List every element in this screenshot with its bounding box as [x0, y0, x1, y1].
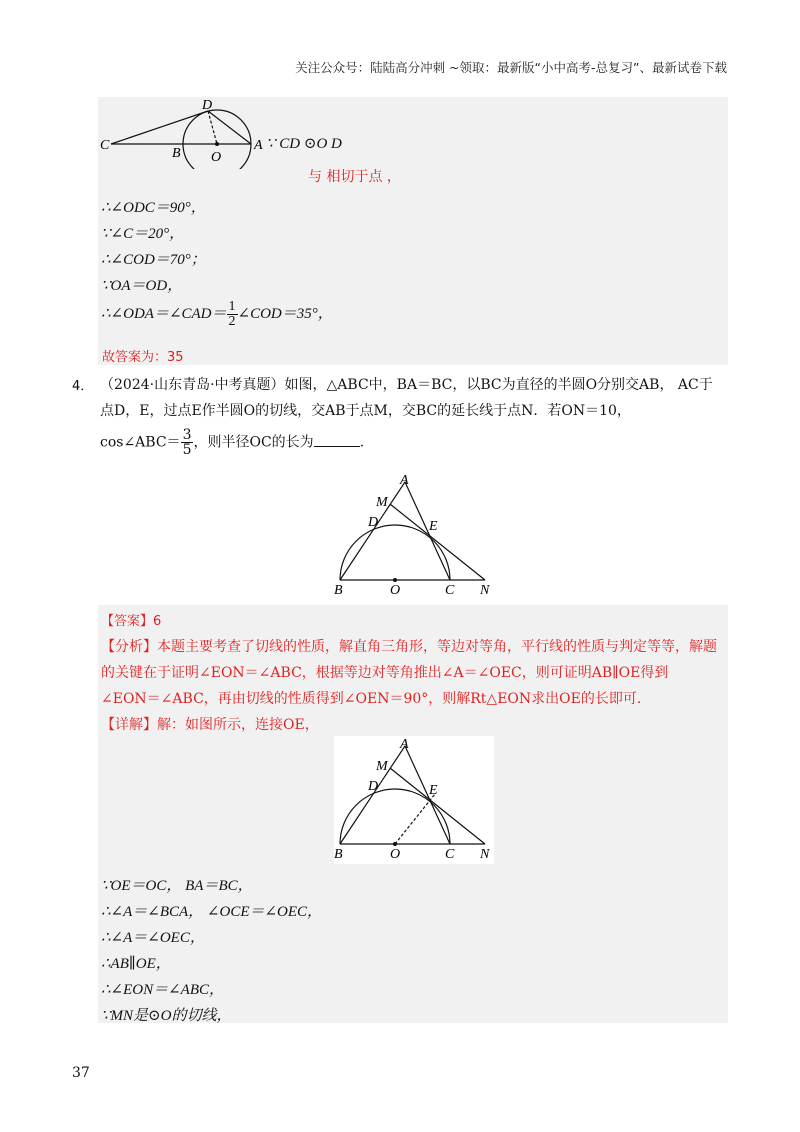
fig3-label-C: C — [445, 847, 455, 862]
question-number: 4． — [72, 379, 94, 394]
fig3-label-E: E — [429, 783, 438, 798]
step-5: ∴∠EON＝∠ABC， — [101, 982, 225, 998]
figure-circle-tangent — [98, 97, 298, 169]
analysis-line-1: 【分析】本题主要考查了切线的性质，解直角三角形，等边对等角，平行线的性质与判定等等，解题 — [101, 639, 717, 655]
fig1-caption: ∵ CD ⊙O D — [266, 136, 342, 152]
prev-line-3: ∴∠COD＝70°； — [101, 252, 206, 268]
fig3-label-M: M — [376, 759, 388, 774]
question-line-3: cos∠ABC＝ $\frac{3}{5}$ ，则半径OC的长为 . — [100, 427, 365, 458]
answer-blank — [314, 434, 360, 447]
prev-line-2: ∵∠C＝20°， — [101, 226, 185, 242]
analysis-line-2: 的关键在于证明∠EON＝∠ABC，根据等边对等角推出∠A＝∠OEC，则可证明AB∥OE得到 — [101, 665, 669, 681]
step-1: ∵OE＝OC， BA＝BC， — [101, 878, 253, 894]
fig2-label-O: O — [390, 583, 401, 598]
label-D: D — [202, 98, 213, 113]
step-4: ∴AB∥OE， — [101, 956, 171, 972]
label-C: C — [100, 138, 110, 153]
page-number: 37 — [72, 1065, 90, 1081]
fig2-label-N: N — [480, 583, 490, 598]
step-3: ∴∠A＝∠OEC， — [101, 930, 205, 946]
analysis-line-3: ∠EON＝∠ABC，再由切线的性质得到∠OEN＝90°，则解Rt△EON求出OE的长即可. — [101, 691, 642, 707]
prev-answer: 故答案为：35 — [102, 350, 184, 365]
detail-line: 【详解】解：如图所示，连接OE， — [101, 717, 319, 733]
fig1-caption-red: 与 相切于点 ， — [308, 169, 401, 185]
fig2-label-D: D — [368, 515, 379, 530]
fig3-label-N: N — [480, 847, 490, 862]
question-line-1: （2024·山东青岛·中考真题）如图，△ABC中，BA＝BC，以BC为直径的半圆O分别交AB， AC于 — [100, 377, 713, 393]
label-A: A — [254, 138, 263, 153]
prev-line-1: ∴∠ODC＝90°， — [101, 200, 206, 216]
figure-semicircle-2 — [330, 734, 500, 862]
figure-semicircle-1 — [330, 470, 500, 598]
answer-tag: 【答案】6 — [101, 614, 162, 629]
fig2-label-B: B — [334, 583, 343, 598]
fig2-label-C: C — [445, 583, 455, 598]
page-header: 关注公众号：陆陆高分冲刺 ~领取：最新版“小中高考-总复习”、最新试卷下载 — [295, 60, 727, 75]
step-6: ∵MN是⊙O的切线， — [101, 1008, 232, 1024]
question-line-2: 点D，E，过点E作半圆O的切线，交AB于点M，交BC的延长线于点N．若ON＝10， — [100, 403, 631, 419]
label-O: O — [211, 150, 222, 165]
fig3-label-B: B — [334, 847, 343, 862]
step-2: ∴∠A＝∠BCA， ∠OCE＝∠OEC， — [101, 904, 323, 920]
fig3-label-A: A — [400, 737, 409, 752]
fig2-label-E: E — [429, 519, 438, 534]
prev-line-4: ∵OA＝OD， — [101, 278, 183, 294]
fig2-label-M: M — [376, 495, 388, 510]
prev-line-5: ∴∠ODA＝∠CAD＝ $\frac{1}{2}$ ∠COD＝35°， — [101, 299, 333, 329]
fig2-label-A: A — [400, 473, 409, 488]
label-B: B — [172, 146, 181, 161]
fig3-label-D: D — [368, 779, 379, 794]
fig3-label-O: O — [390, 847, 401, 862]
